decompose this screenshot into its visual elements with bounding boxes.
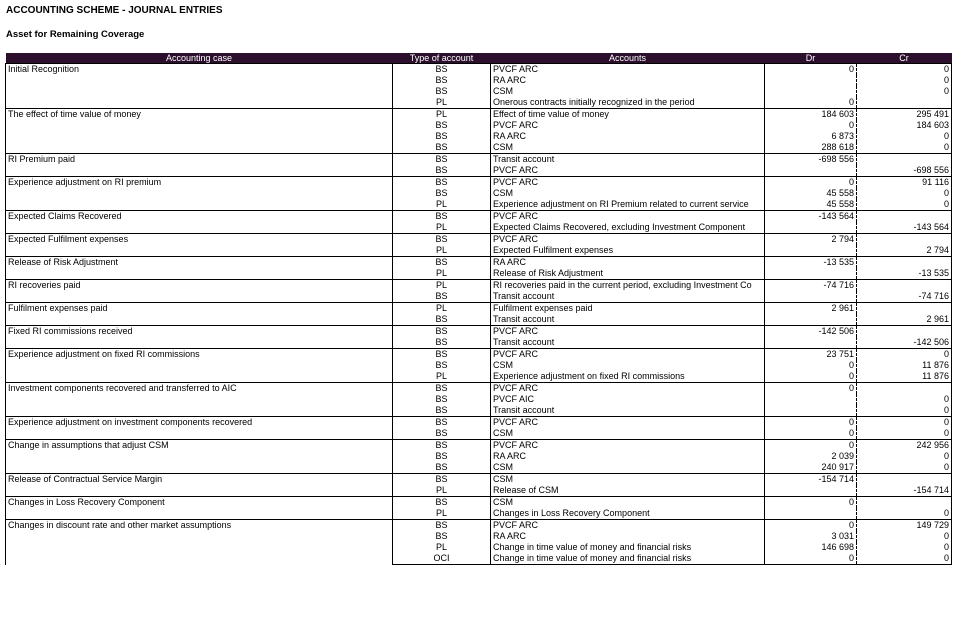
account-name-cell: CSM [491,188,765,199]
accounting-case-cell: Release of Risk Adjustment [6,257,393,280]
account-name-cell: Release of Risk Adjustment [491,268,765,280]
credit-cell: 0 [857,542,952,553]
debit-cell: 0 [765,97,857,109]
debit-cell [765,394,857,405]
debit-cell: 0 [765,383,857,395]
debit-cell: -74 716 [765,280,857,292]
account-type-cell: BS [435,120,448,130]
debit-cell: 0 [765,520,857,532]
credit-cell: 0 [857,86,952,97]
debit-cell [765,86,857,97]
account-name-cell: Experience adjustment on fixed RI commissions [491,371,765,383]
credit-cell: 0 [857,75,952,86]
table-row [6,520,952,532]
account-type-cell: BS [435,360,448,370]
credit-cell: 11 876 [857,360,952,371]
account-name-cell: PVCF ARC [491,417,765,429]
credit-cell [857,154,952,166]
debit-cell [765,405,857,417]
credit-cell [857,383,952,395]
table-row [6,211,952,223]
debit-cell [765,75,857,86]
account-name-cell: RA ARC [491,131,765,142]
account-type-cell: BS [435,188,448,198]
credit-cell: 0 [857,199,952,211]
account-name-cell: Expected Claims Recovered, excluding Investment Component [491,222,765,234]
debit-cell: 2 039 [765,451,857,462]
table-body [6,64,952,565]
accounting-case-cell: Fixed RI commissions received [6,326,393,349]
account-name-cell: Changes in Loss Recovery Component [491,508,765,520]
account-name-cell: CSM [491,360,765,371]
account-name-cell: RA ARC [491,257,765,269]
account-name-cell: Onerous contracts initially recognized in the period [491,97,765,109]
account-name-cell: Transit account [491,154,765,166]
account-name-cell: CSM [491,142,765,154]
debit-cell: 0 [765,553,857,565]
accounting-case-cell: Changes in discount rate and other market assumptions [6,520,393,565]
credit-cell: 0 [857,131,952,142]
account-type-cell: PL [393,280,491,292]
account-type-cell: BS [393,440,491,452]
table-row [6,440,952,452]
accounting-case-cell: Release of Contractual Service Margin [6,474,393,497]
header-type-of-account: Type of account [393,53,491,64]
account-name-cell: Effect of time value of money [491,109,765,121]
credit-cell: 11 876 [857,371,952,383]
header-cr: Cr [857,53,952,64]
accounting-case-cell: RI recoveries paid [6,280,393,303]
debit-cell: 0 [765,360,857,371]
account-type-cell: BS [393,154,491,166]
credit-cell: 0 [857,188,952,199]
credit-cell: 0 [857,508,952,520]
account-name-cell: RA ARC [491,451,765,462]
account-type-cell: BS [435,291,448,301]
account-type-cell: BS [393,177,491,189]
debit-cell [765,165,857,177]
account-name-cell: Expected Fulfilment expenses [491,245,765,257]
accounting-case-cell: Experience adjustment on fixed RI commissions [6,349,393,383]
table-row [6,280,952,292]
credit-cell: 2 794 [857,245,952,257]
credit-cell: 0 [857,64,952,76]
debit-cell: 45 558 [765,188,857,199]
debit-cell: -698 556 [765,154,857,166]
credit-cell: 0 [857,142,952,154]
account-type-cell: BS [435,337,448,347]
account-name-cell: PVCF ARC [491,120,765,131]
credit-cell: -698 556 [857,165,952,177]
account-name-cell: Fulfilment expenses paid [491,303,765,315]
account-type-cell: BS [393,64,491,76]
account-type-cell: BS [435,394,448,404]
credit-cell: 0 [857,553,952,565]
account-type-cell: BS [435,314,448,324]
credit-cell: 184 603 [857,120,952,131]
account-type-cell: BS [393,520,491,532]
debit-cell [765,222,857,234]
debit-cell [765,268,857,280]
accounting-case-cell: Expected Claims Recovered [6,211,393,234]
header-accounting-case: Accounting case [6,53,393,64]
debit-cell: 0 [765,440,857,452]
credit-cell: 0 [857,394,952,405]
debit-cell [765,485,857,497]
debit-cell: 146 698 [765,542,857,553]
accounting-case-cell: Changes in Loss Recovery Component [6,497,393,520]
table-row [6,109,952,121]
account-type-cell: BS [393,417,491,429]
accounting-case-cell: Expected Fulfilment expenses [6,234,393,257]
account-name-cell: Transit account [491,314,765,326]
account-name-cell: PVCF ARC [491,349,765,361]
credit-cell: -74 716 [857,291,952,303]
account-type-cell: PL [435,199,447,209]
account-name-cell: Experience adjustment on RI Premium related to current service [491,199,765,211]
account-type-cell: BS [435,428,448,438]
credit-cell [857,280,952,292]
account-type-cell: PL [435,245,447,255]
debit-cell: 0 [765,497,857,509]
table-row [6,497,952,509]
account-type-cell: PL [435,508,447,518]
debit-cell: 0 [765,417,857,429]
debit-cell: -142 506 [765,326,857,338]
credit-cell [857,97,952,109]
account-name-cell: PVCF ARC [491,211,765,223]
account-type-cell: BS [435,531,448,541]
account-name-cell: Release of CSM [491,485,765,497]
debit-cell: 2 961 [765,303,857,315]
credit-cell: 0 [857,451,952,462]
account-type-cell: BS [393,326,491,338]
debit-cell: 288 618 [765,142,857,154]
table-row [6,383,952,395]
accounting-case-cell: Change in assumptions that adjust CSM [6,440,393,474]
credit-cell: 149 729 [857,520,952,532]
debit-cell [765,508,857,520]
header-row [6,53,952,64]
credit-cell: 0 [857,349,952,361]
account-type-cell: BS [393,383,491,395]
account-name-cell: CSM [491,428,765,440]
accounting-case-cell: The effect of time value of money [6,109,393,154]
account-name-cell: PVCF ARC [491,440,765,452]
account-name-cell: PVCF ARC [491,520,765,532]
accounting-case-cell: Investment components recovered and transferred to AIC [6,383,393,417]
account-name-cell: RA ARC [491,75,765,86]
account-type-cell: OCI [393,553,491,565]
account-type-cell: PL [435,542,447,552]
credit-cell [857,326,952,338]
credit-cell: 0 [857,417,952,429]
account-name-cell: PVCF ARC [491,165,765,177]
account-type-cell: PL [393,109,491,121]
account-type-cell: BS [393,234,491,246]
account-name-cell: RI recoveries paid in the current period, excluding Investment Co [491,280,765,292]
table-row [6,257,952,269]
account-name-cell: Transit account [491,405,765,417]
account-type-cell: BS [435,451,448,461]
debit-cell [765,337,857,349]
account-name-cell: PVCF ARC [491,326,765,338]
journal-entries-table [5,53,952,565]
debit-cell: 0 [765,120,857,131]
account-type-cell: PL [435,222,447,232]
account-type-cell: BS [393,349,491,361]
account-name-cell: CSM [491,462,765,474]
debit-cell: 6 873 [765,131,857,142]
account-type-cell: PL [435,485,447,495]
credit-cell [857,303,952,315]
account-type-cell: BS [393,497,491,509]
accounting-case-cell: Initial Recognition [6,64,393,109]
debit-cell [765,314,857,326]
table-row [6,417,952,429]
accounting-case-cell: Experience adjustment on RI premium [6,177,393,211]
account-type-cell: BS [393,257,491,269]
account-name-cell: PVCF AIC [491,394,765,405]
table-row [6,234,952,246]
accounting-case-cell: RI Premium paid [6,154,393,177]
table-row [6,177,952,189]
header-accounts: Accounts [491,53,765,64]
account-type-cell: BS [435,165,448,175]
table-row [6,64,952,76]
debit-cell: 3 031 [765,531,857,542]
debit-cell: 0 [765,428,857,440]
credit-cell [857,211,952,223]
credit-cell: 0 [857,462,952,474]
credit-cell [857,497,952,509]
debit-cell: 240 917 [765,462,857,474]
table-row [6,326,952,338]
account-name-cell: Change in time value of money and financial risks [491,542,765,553]
debit-cell: 23 751 [765,349,857,361]
credit-cell: 2 961 [857,314,952,326]
accounting-case-cell: Fulfilment expenses paid [6,303,393,326]
page-title: ACCOUNTING SCHEME - JOURNAL ENTRIES [6,5,223,16]
account-type-cell: BS [393,474,491,486]
credit-cell: -154 714 [857,485,952,497]
credit-cell: 242 956 [857,440,952,452]
debit-cell: -13 535 [765,257,857,269]
credit-cell: -142 506 [857,337,952,349]
account-name-cell: PVCF ARC [491,234,765,246]
account-type-cell: PL [435,97,447,107]
credit-cell: 0 [857,405,952,417]
debit-cell: 45 558 [765,199,857,211]
debit-cell: -154 714 [765,474,857,486]
account-name-cell: PVCF ARC [491,177,765,189]
debit-cell [765,245,857,257]
credit-cell: -143 564 [857,222,952,234]
debit-cell: 0 [765,371,857,383]
account-name-cell: Transit account [491,291,765,303]
account-name-cell: CSM [491,474,765,486]
credit-cell: 295 491 [857,109,952,121]
account-type-cell: BS [435,405,448,415]
account-name-cell: Transit account [491,337,765,349]
account-type-cell: BS [435,131,448,141]
table-row [6,303,952,315]
account-type-cell: BS [435,86,448,96]
page-subtitle: Asset for Remaining Coverage [6,29,145,40]
account-type-cell: BS [435,75,448,85]
credit-cell: 91 116 [857,177,952,189]
account-name-cell: PVCF ARC [491,383,765,395]
account-name-cell: Change in time value of money and financial risks [491,553,765,565]
debit-cell: 0 [765,64,857,76]
header-dr: Dr [765,53,857,64]
account-type-cell: PL [393,303,491,315]
credit-cell: 0 [857,428,952,440]
debit-cell [765,291,857,303]
debit-cell: 184 603 [765,109,857,121]
credit-cell [857,257,952,269]
table-row [6,154,952,166]
table-row [6,349,952,361]
debit-cell: 0 [765,177,857,189]
account-type-cell: PL [435,268,447,278]
account-type-cell: PL [435,371,447,381]
debit-cell: -143 564 [765,211,857,223]
account-name-cell: PVCF ARC [491,64,765,76]
account-type-cell: BS [435,142,448,152]
credit-cell [857,474,952,486]
accounting-case-cell: Experience adjustment on investment components recovered [6,417,393,440]
account-type-cell: BS [435,462,448,472]
credit-cell: -13 535 [857,268,952,280]
account-name-cell: RA ARC [491,531,765,542]
debit-cell: 2 794 [765,234,857,246]
account-type-cell: BS [393,211,491,223]
account-name-cell: CSM [491,497,765,509]
account-name-cell: CSM [491,86,765,97]
credit-cell: 0 [857,531,952,542]
table-row [6,474,952,486]
credit-cell [857,234,952,246]
